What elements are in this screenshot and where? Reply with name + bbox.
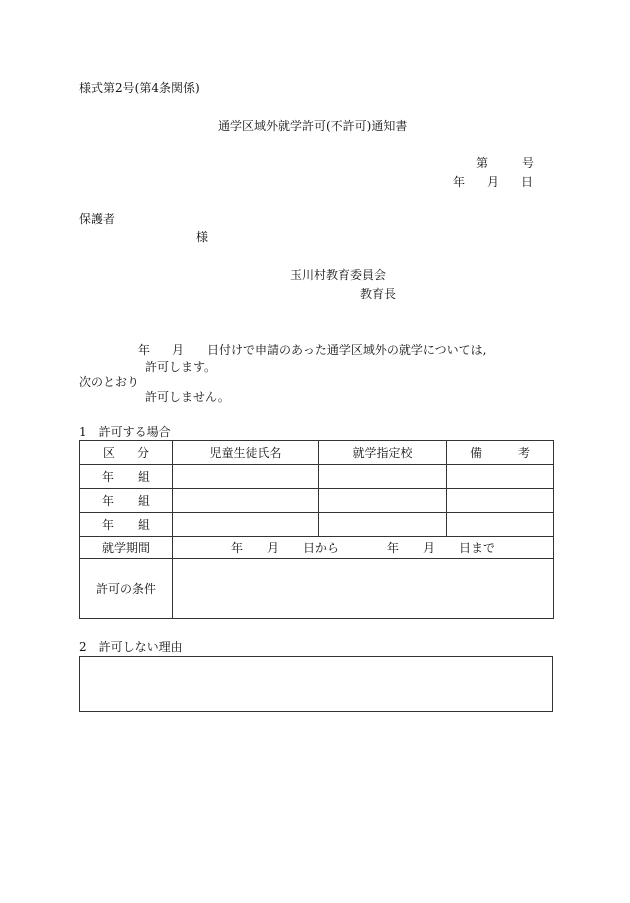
grade-class-cell [80,513,173,537]
header-category-a: 区 [102,446,115,460]
issuer-title: 教育長 [360,287,397,301]
grade-year: 年 [101,470,114,484]
header-category-b: 分 [137,446,150,460]
header-student: 児童生徒氏名 [173,441,319,465]
student-name-cell[interactable] [173,465,319,489]
period-row [80,537,554,559]
table-row [80,489,554,513]
document-title: 通学区域外就学許可(不許可)通知書 [218,119,408,133]
conditions-value[interactable] [173,559,554,619]
period-label: 就学期間 [80,537,173,559]
remarks-cell[interactable] [447,489,554,513]
conditions-row [80,559,554,619]
body-permit: 許可します。 [145,360,217,374]
body-text: 日付けで申請のあった通学区域外の就学については, [207,343,487,357]
student-name-cell[interactable] [173,513,319,537]
date-month: 月 [487,175,500,189]
section2-heading: 2 許可しない理由 [79,640,183,654]
table-row [80,513,554,537]
period-to: 日まで [459,541,496,555]
date-day: 日 [521,175,534,189]
student-name-cell[interactable] [173,489,319,513]
conditions-label: 許可の条件 [80,559,173,619]
grade-class: 組 [138,470,151,484]
period-month1: 月 [266,541,279,555]
grade-class: 組 [138,494,151,508]
grade-class-cell [80,465,173,489]
grade-year: 年 [101,494,114,508]
header-school: 就学指定校 [319,441,447,465]
period-value[interactable] [173,537,554,559]
grade-year: 年 [101,518,114,532]
grade-class: 組 [138,518,151,532]
permit-table [79,440,554,619]
header-category [80,441,173,465]
doc-number-go: 号 [522,156,535,170]
recipient-honorific: 様 [196,230,209,244]
body-prefix: 次のとおり [79,375,140,389]
remarks-cell[interactable] [447,465,554,489]
period-from: 日から [302,541,339,555]
header-remarks-b: 考 [518,446,531,460]
school-cell[interactable] [319,489,447,513]
grade-class-cell [80,489,173,513]
remarks-cell[interactable] [447,513,554,537]
deny-reason-box[interactable] [79,656,553,712]
header-remarks-a: 備 [469,446,482,460]
table-header-row [80,441,554,465]
school-cell[interactable] [319,465,447,489]
body-year: 年 [138,343,151,357]
recipient-label: 保護者 [79,212,116,226]
body-deny: 許可しません。 [145,390,230,404]
issuer-board: 玉川村教育委員会 [290,268,387,282]
form-number: 様式第2号(第4条関係) [79,81,200,95]
section1-heading: 1 許可する場合 [79,425,171,439]
body-month: 月 [172,343,185,357]
period-year2: 年 [387,541,400,555]
table-row [80,465,554,489]
period-month2: 月 [423,541,436,555]
period-year1: 年 [230,541,243,555]
date-year: 年 [453,175,466,189]
header-remarks [447,441,554,465]
doc-number-dai: 第 [476,156,489,170]
school-cell[interactable] [319,513,447,537]
